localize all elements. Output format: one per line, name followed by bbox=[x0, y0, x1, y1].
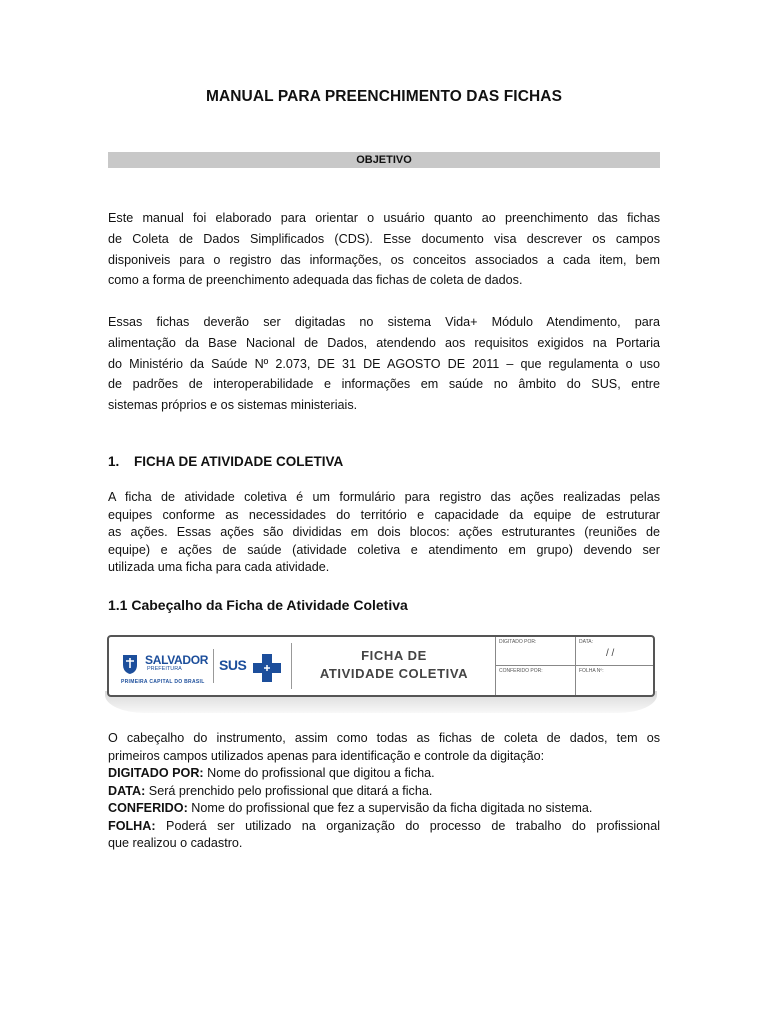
date-mask: / / bbox=[606, 648, 615, 659]
definition-item bbox=[108, 800, 660, 818]
definition-term: CONFERIDO: bbox=[108, 801, 188, 815]
text-line: A ficha de atividade coletiva é um formulário para registro das ações realizadas pelas bbox=[108, 490, 660, 504]
text-line: alimentação da Base Nacional de Dados, atendendo aos requisitos exigidos na Portaria bbox=[108, 335, 660, 350]
logo-divider bbox=[213, 649, 214, 683]
text-line: O cabeçalho do instrumento, assim como todas as fichas de coleta de dados, tem os bbox=[108, 731, 660, 745]
salvador-logo-motto: PRIMEIRA CAPITAL DO BRASIL bbox=[121, 679, 205, 685]
text-line: como a forma de preenchimento adequada das fichas de coleta de dados. bbox=[108, 273, 523, 288]
section-title: FICHA DE ATIVIDADE COLETIVA bbox=[134, 454, 344, 469]
definition-item bbox=[108, 765, 660, 783]
definition-term: FOLHA: bbox=[108, 818, 156, 833]
document-title: MANUAL PARA PREENCHIMENTO DAS FICHAS bbox=[205, 88, 563, 105]
field-folha: FOLHA Nº: bbox=[575, 666, 653, 695]
intro-paragraph-2 bbox=[108, 312, 660, 416]
field-conferido-por: CONFERIDO POR: bbox=[495, 666, 575, 695]
text-line: disponiveis para o registro das informações, os conceitos associados a cada item, bem bbox=[108, 252, 660, 267]
salvador-logo-sub: PREFEITURA bbox=[147, 666, 182, 672]
text-line: sistemas próprios e os sistemas ministeriais. bbox=[108, 398, 358, 413]
text-line: primeiros campos utilizados apenas para identificação e controle da digitação: bbox=[108, 748, 545, 763]
section-bar-objetivo: OBJETIVO bbox=[108, 152, 660, 168]
definition-text: Será prenchido pelo profissional que ditará a ficha. bbox=[145, 783, 433, 798]
salvador-crest-icon bbox=[121, 653, 139, 675]
text-line: Este manual foi elaborado para orientar o usuário quanto ao preenchimento das fichas bbox=[108, 211, 660, 225]
text-line: do Ministério da Saúde Nº 2.073, DE 31 DE AGOSTO DE 2011 – que regulamenta o uso bbox=[108, 356, 660, 371]
section-number: 1. bbox=[108, 454, 120, 469]
form-header-image bbox=[105, 633, 657, 713]
form-title-line-2: ATIVIDADE COLETIVA bbox=[319, 666, 469, 681]
field-data-label: DATA: bbox=[579, 639, 593, 645]
form-title bbox=[299, 647, 489, 683]
sus-cross-icon bbox=[251, 653, 283, 683]
text-line: utilizada uma ficha para cada atividade. bbox=[108, 560, 330, 574]
text-line: de padrões de interoperabilidade e informações em saúde no âmbito do SUS, entre bbox=[108, 377, 660, 392]
definitions-list bbox=[108, 765, 660, 853]
definition-text: Poderá ser utilizado na organização do processo de trabalho do profissional bbox=[155, 818, 660, 833]
text-line: Essas fichas deverão ser digitadas no sistema Vida+ Módulo Atendimento, para bbox=[108, 315, 660, 329]
text-line: de Coleta de Dados Simplificados (CDS). Esse documento visa descrever os campos bbox=[108, 231, 660, 246]
text-line: equipe) e ações de saúde (atividade coletiva e atendimento em grupo) devendo ser bbox=[108, 542, 660, 557]
definition-item bbox=[108, 783, 660, 801]
section-1-heading bbox=[108, 454, 343, 469]
definition-text: Nome do profissional que fez a supervisão da ficha digitada no sistema. bbox=[187, 801, 593, 815]
field-data bbox=[575, 637, 653, 666]
text-line: equipes conforme as necessidades do território e capacidade da equipe de estruturar bbox=[108, 507, 660, 522]
definition-term: DATA: bbox=[108, 783, 146, 798]
logos-area bbox=[115, 643, 292, 689]
field-digitado-por: DIGITADO POR: bbox=[495, 637, 575, 666]
control-fields bbox=[495, 637, 653, 695]
sus-logo-text: SUS bbox=[219, 657, 247, 673]
text-line: as ações. Essas ações são divididas em dois blocos: ações estruturantes (reuniões de bbox=[108, 525, 660, 539]
salvador-logo-text: SALVADOR bbox=[145, 653, 209, 667]
section-1-1-heading: 1.1 Cabeçalho da Ficha de Atividade Coletiva bbox=[108, 597, 408, 613]
form-header-box bbox=[107, 635, 655, 697]
definition-text: Nome do profissional que digitou a ficha. bbox=[203, 766, 435, 780]
section-1-paragraph bbox=[108, 489, 660, 577]
definition-item bbox=[108, 818, 660, 836]
form-title-line-1: FICHA DE bbox=[361, 648, 427, 663]
definition-tail: que realizou o cadastro. bbox=[108, 836, 243, 850]
definition-term: DIGITADO POR: bbox=[108, 766, 204, 780]
intro-paragraph-1 bbox=[108, 208, 660, 291]
header-paragraph bbox=[108, 730, 660, 765]
